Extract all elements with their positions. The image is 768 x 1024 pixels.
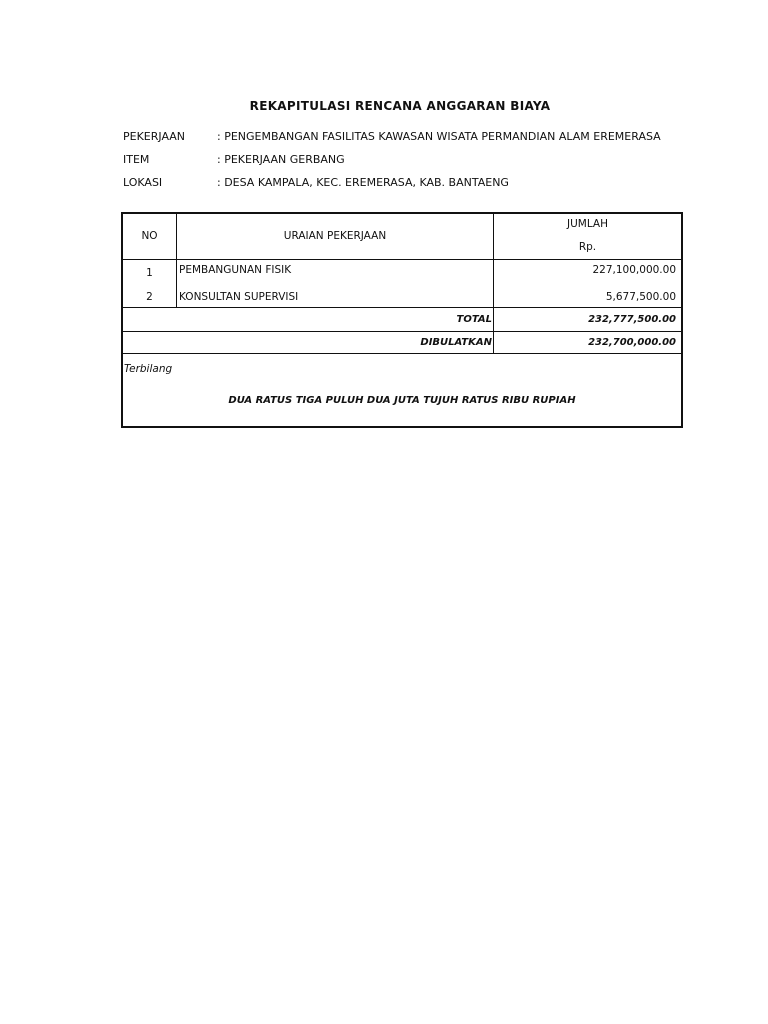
meta-row-lokasi xyxy=(123,176,509,189)
header-jumlah: JUMLAH xyxy=(566,218,608,230)
header-no: NO xyxy=(141,230,158,242)
dibulatkan-label: DIBULATKAN xyxy=(420,337,492,348)
meta-key: ITEM xyxy=(123,153,150,166)
budget-table xyxy=(121,212,683,428)
terbilang-label: Terbilang xyxy=(124,363,173,375)
meta-row-item xyxy=(123,153,345,166)
meta-key: LOKASI xyxy=(123,176,163,189)
dibulatkan-divider xyxy=(123,353,681,354)
header-unit: Rp. xyxy=(578,241,597,253)
row-2-jumlah: 5,677,500.00 xyxy=(605,291,676,303)
total-value: 232,777,500.00 xyxy=(588,314,676,325)
header-divider xyxy=(123,259,681,260)
rows-divider xyxy=(123,307,681,308)
jumlah-column-divider xyxy=(493,214,494,353)
meta-row-pekerjaan xyxy=(123,130,661,143)
row-2-uraian: KONSULTAN SUPERVISI xyxy=(179,291,299,303)
meta-value: : PENGEMBANGAN FASILITAS KAWASAN WISATA PERMANDIAN ALAM EREMERASA xyxy=(217,130,661,143)
row-1-uraian: PEMBANGUNAN FISIK xyxy=(179,264,292,276)
meta-key: PEKERJAAN xyxy=(123,130,186,143)
dibulatkan-value: 232,700,000.00 xyxy=(588,337,676,348)
row-2-no: 2 xyxy=(146,291,153,303)
no-column-divider xyxy=(176,214,177,307)
terbilang-text: DUA RATUS TIGA PULUH DUA JUTA TUJUH RATUS RIBU RUPIAH xyxy=(228,395,576,406)
meta-value: : PEKERJAAN GERBANG xyxy=(217,153,345,166)
row-1-jumlah: 227,100,000.00 xyxy=(592,264,676,276)
row-1-no: 1 xyxy=(146,267,153,279)
header-uraian: URAIAN PEKERJAAN xyxy=(283,230,387,242)
document-title: REKAPITULASI RENCANA ANGGARAN BIAYA xyxy=(249,99,551,113)
meta-value: : DESA KAMPALA, KEC. EREMERASA, KAB. BANTAENG xyxy=(217,176,509,189)
total-label: TOTAL xyxy=(456,314,492,325)
total-divider xyxy=(123,331,681,332)
